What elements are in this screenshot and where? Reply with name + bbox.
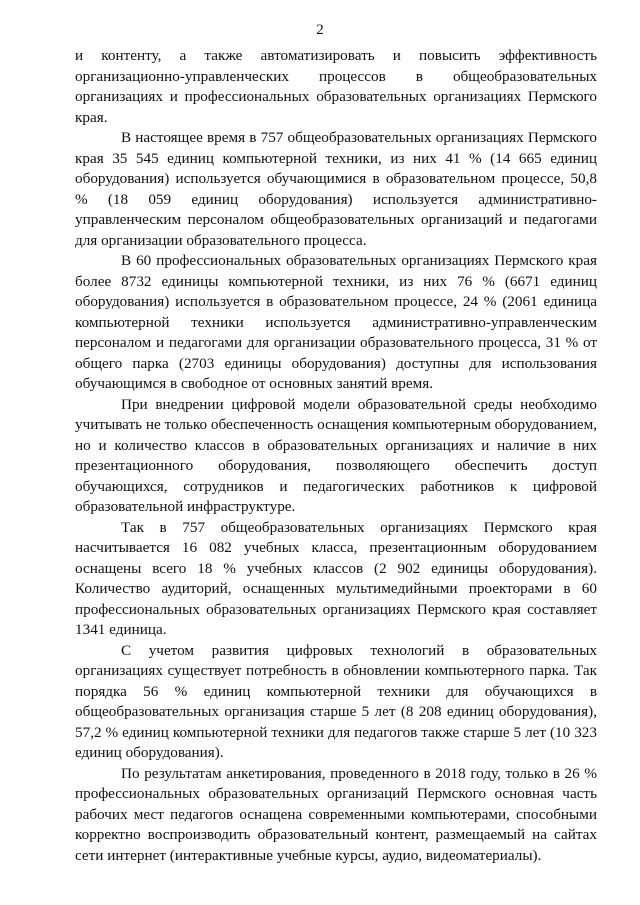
- paragraph-computer-park-renewal: С учетом развития цифровых технологий в образовательных организациях существует потребность в обновлении компьютерного парка. Так порядка 56 % единиц компьютерной техники для обучающихся в общеобразовательных организация старше 5 лет (8 208 единиц оборудования), 57,2 % единиц компьютерной техники для педагогов также старше 5 лет (10 323 единиц оборудования).: [75, 641, 597, 761]
- paragraph-continuation: и контенту, а также автоматизировать и повысить эффективность организационно-управленческих процессов в общеобразовательных организациях и профессиональных образовательных организациях Пермского края.: [75, 47, 597, 126]
- page-number: 2: [316, 22, 324, 38]
- paragraph-digital-model-requirements: При внедрении цифровой модели образовательной среды необходимо учитывать не только обеспеченность оснащения компьютерным оборудованием, но и количество классов в образовательных организациях и наличие в них презентационного оборудования, позволяющего обеспечить доступ обучающихся, сотрудников и педагогических работников к цифровой образовательной инфраструктуре.: [75, 395, 597, 515]
- paragraph-general-schools-equipment: В настоящее время в 757 общеобразовательных организациях Пермского края 35 545 единиц компьютерной техники, из них 41 % (14 665 единиц оборудования) используется обучающимися в образовательном процессе, 50,8 % (18 059 единиц оборудования) используется административно-управленческим персоналом общеобразовательных организаций и педагогами для организации образовательного процесса.: [75, 129, 597, 249]
- document-body: [75, 46, 597, 866]
- paragraph-professional-organizations-equipment: В 60 профессиональных образовательных организациях Пермского края более 8732 единицы компьютерной техники, из них 76 % (6671 единиц оборудования) используется в образовательном процессе, 24 % (2061 единица компьютерной техники используется административно-управленческим персоналом и педагогами для организации образовательного процесса, 31 % от общего парка (2703 единицы оборудования) доступны для использования обучающимся в свободное от основных занятий время.: [75, 252, 597, 392]
- paragraph-survey-results: По результатам анкетирования, проведенного в 2018 году, только в 26 % профессиональных образовательных организаций Пермского основная часть рабочих мест педагогов оснащена современными компьютерами, способными корректно воспроизводить образовательный контент, размещаемый на сайтах сети интернет (интерактивные учебные курсы, аудио, видеоматериалы).: [75, 764, 597, 864]
- paragraph-classrooms-presentation-equipment: Так в 757 общеобразовательных организациях Пермского края насчитывается 16 082 учебных класса, презентационным оборудованием оснащены всего 18 % учебных классов (2 902 единицы оборудования). Количество аудиторий, оснащенных мультимедийными проекторами в 60 профессиональных образовательных организациях Пермского края составляет 1341 единица.: [75, 518, 597, 638]
